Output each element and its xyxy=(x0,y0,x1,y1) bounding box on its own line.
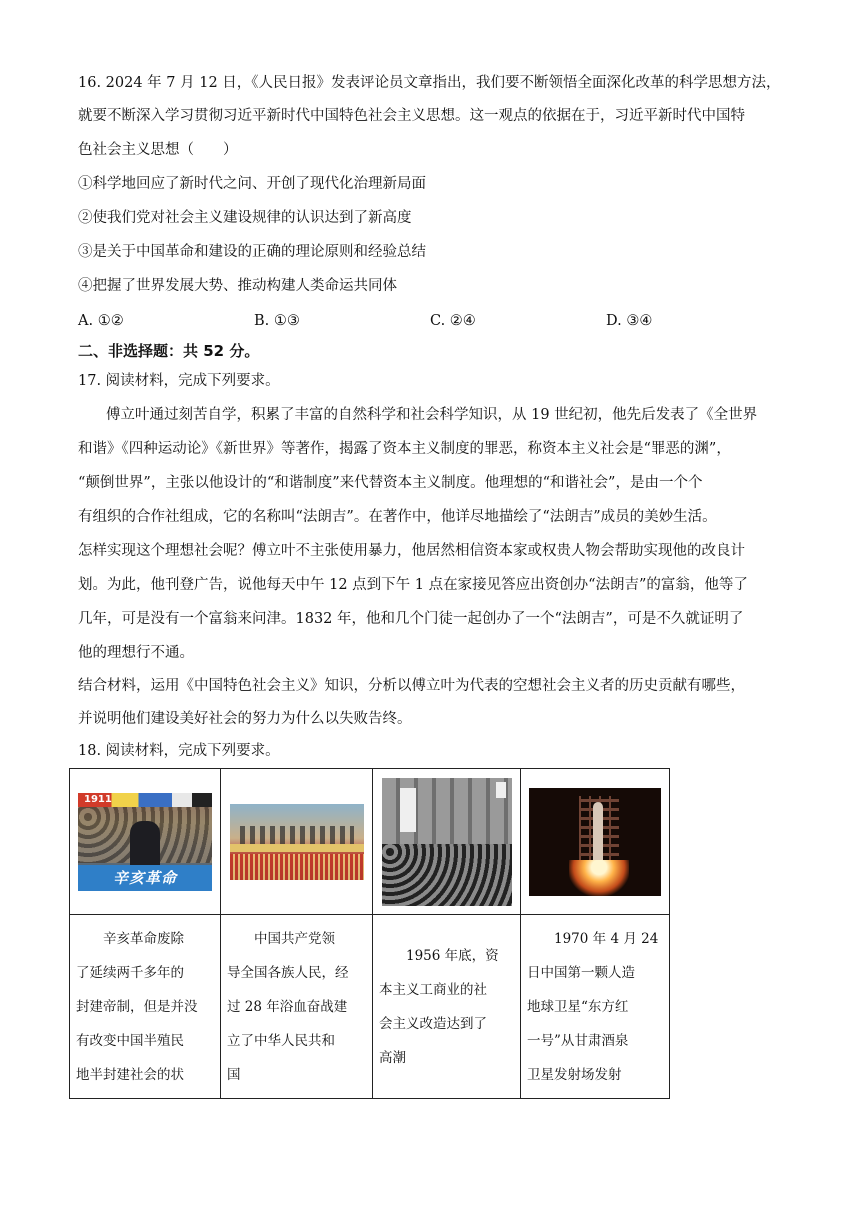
q17-passage-line-1: 傅立叶通过刻苦自学，积累了丰富的自然科学和社会科学知识，从 19 世纪初，他先后发表了《全世界 xyxy=(106,407,758,423)
q17-question-line-2: 并说明他们建设美好社会的努力为什么以失败告终。 xyxy=(78,711,412,727)
image-cell-4 xyxy=(521,769,670,915)
q17-passage-line-7: 几年，可是没有一个富翁来问津。1832 年，他和几个门徒一起创办了一个“法朗吉”，可是不久就证明了 xyxy=(78,611,744,627)
q16-statement-2: ②使我们党对社会主义建设规律的认识达到了新高度 xyxy=(78,210,412,226)
q17-passage-line-3: “颠倒世界”，主张以他设计的“和谐制度”来代替资本主义制度。他理想的“和谐社会”，是由一个个 xyxy=(78,475,703,491)
q16-statement-1: ①科学地回应了新时代之问、开创了现代化治理新局面 xyxy=(78,176,426,192)
q18-title: 18. 阅读材料，完成下列要求。 xyxy=(78,743,280,759)
q17-passage-line-2: 和谐》《四种运动论》《新世界》等著作，揭露了资本主义制度的罪恶，称资本主义社会是“罪恶的渊”， xyxy=(78,441,731,457)
q16-stem-line-2: 就要不断深入学习贯彻习近平新时代中国特色社会主义思想。这一观点的依据在于，习近平新时代中国特 xyxy=(78,108,745,124)
q16-option-b: B. ①③ xyxy=(254,313,300,329)
text-cell-2 xyxy=(221,915,373,1099)
section-heading: 二、非选择题：共 52 分。 xyxy=(78,342,260,360)
q18-material-table xyxy=(69,768,670,1099)
q16-option-a: A. ①② xyxy=(78,313,124,329)
cell-3-text: 1956 年底，资 本主义工商业的社 会主义改造达到了 高潮 xyxy=(379,947,499,1066)
image-cell-3 xyxy=(373,769,521,915)
q17-passage-line-4: 有组织的合作社组成，它的名称叫“法朗吉”。在著作中，他详尽地描绘了“法朗吉”成员的美妙生活。 xyxy=(78,509,717,525)
q17-passage-line-6: 划。为此，他刊登广告，说他每天中午 12 点到下午 1 点在家接见答应出资创办“法朗吉”的富翁，他等了 xyxy=(78,577,748,593)
cell-1-text: 辛亥革命废除 了延续两千多年的 封建帝制，但是并没 有改变中国半殖民 地半封建社会的状 xyxy=(76,930,198,1083)
q16-option-c: C. ②④ xyxy=(430,313,476,329)
satellite-launch-photo xyxy=(529,788,661,896)
image-cell-2 xyxy=(221,769,373,915)
image-caption: 辛亥革命 xyxy=(112,868,177,887)
q17-title: 17. 阅读材料，完成下列要求。 xyxy=(78,373,280,389)
text-cell-4 xyxy=(521,915,670,1099)
xinhai-revolution-image xyxy=(78,793,212,891)
founding-ceremony-image xyxy=(230,804,364,880)
image-year-label: 1911 xyxy=(84,793,112,805)
q16-stem-line-1: 16. 2024 年 7 月 12 日，《人民日报》发表评论员文章指出，我们要不断领悟全面深化改革的科学思想方法， xyxy=(78,75,781,91)
socialist-transformation-photo xyxy=(382,778,512,906)
q16-option-d: D. ③④ xyxy=(606,313,653,329)
q17-question-line-1: 结合材料，运用《中国特色社会主义》知识，分析以傅立叶为代表的空想社会主义者的历史贡献有哪些， xyxy=(78,678,745,694)
q17-passage-line-5: 怎样实现这个理想社会呢？傅立叶不主张使用暴力，他居然相信资本家或权贵人物会帮助实现他的改良计 xyxy=(78,543,745,559)
q16-statement-4: ④把握了世界发展大势、推动构建人类命运共同体 xyxy=(78,278,397,294)
cell-4-text: 1970 年 4 月 24 日中国第一颗人造 地球卫星“东方红 一号”从甘肃酒泉 卫星发射场发射 xyxy=(527,930,659,1083)
text-cell-1 xyxy=(70,915,221,1099)
q16-statement-3: ③是关于中国革命和建设的正确的理论原则和经验总结 xyxy=(78,244,426,260)
image-cell-1 xyxy=(70,769,221,915)
text-cell-3 xyxy=(373,915,521,1099)
q17-passage-line-8: 他的理想行不通。 xyxy=(78,645,194,661)
cell-2-text: 中国共产党领 导全国各族人民，经 过 28 年浴血奋战建 立了中华人民共和 国 xyxy=(227,930,349,1083)
q16-stem-line-3: 色社会主义思想（ ） xyxy=(78,142,238,158)
